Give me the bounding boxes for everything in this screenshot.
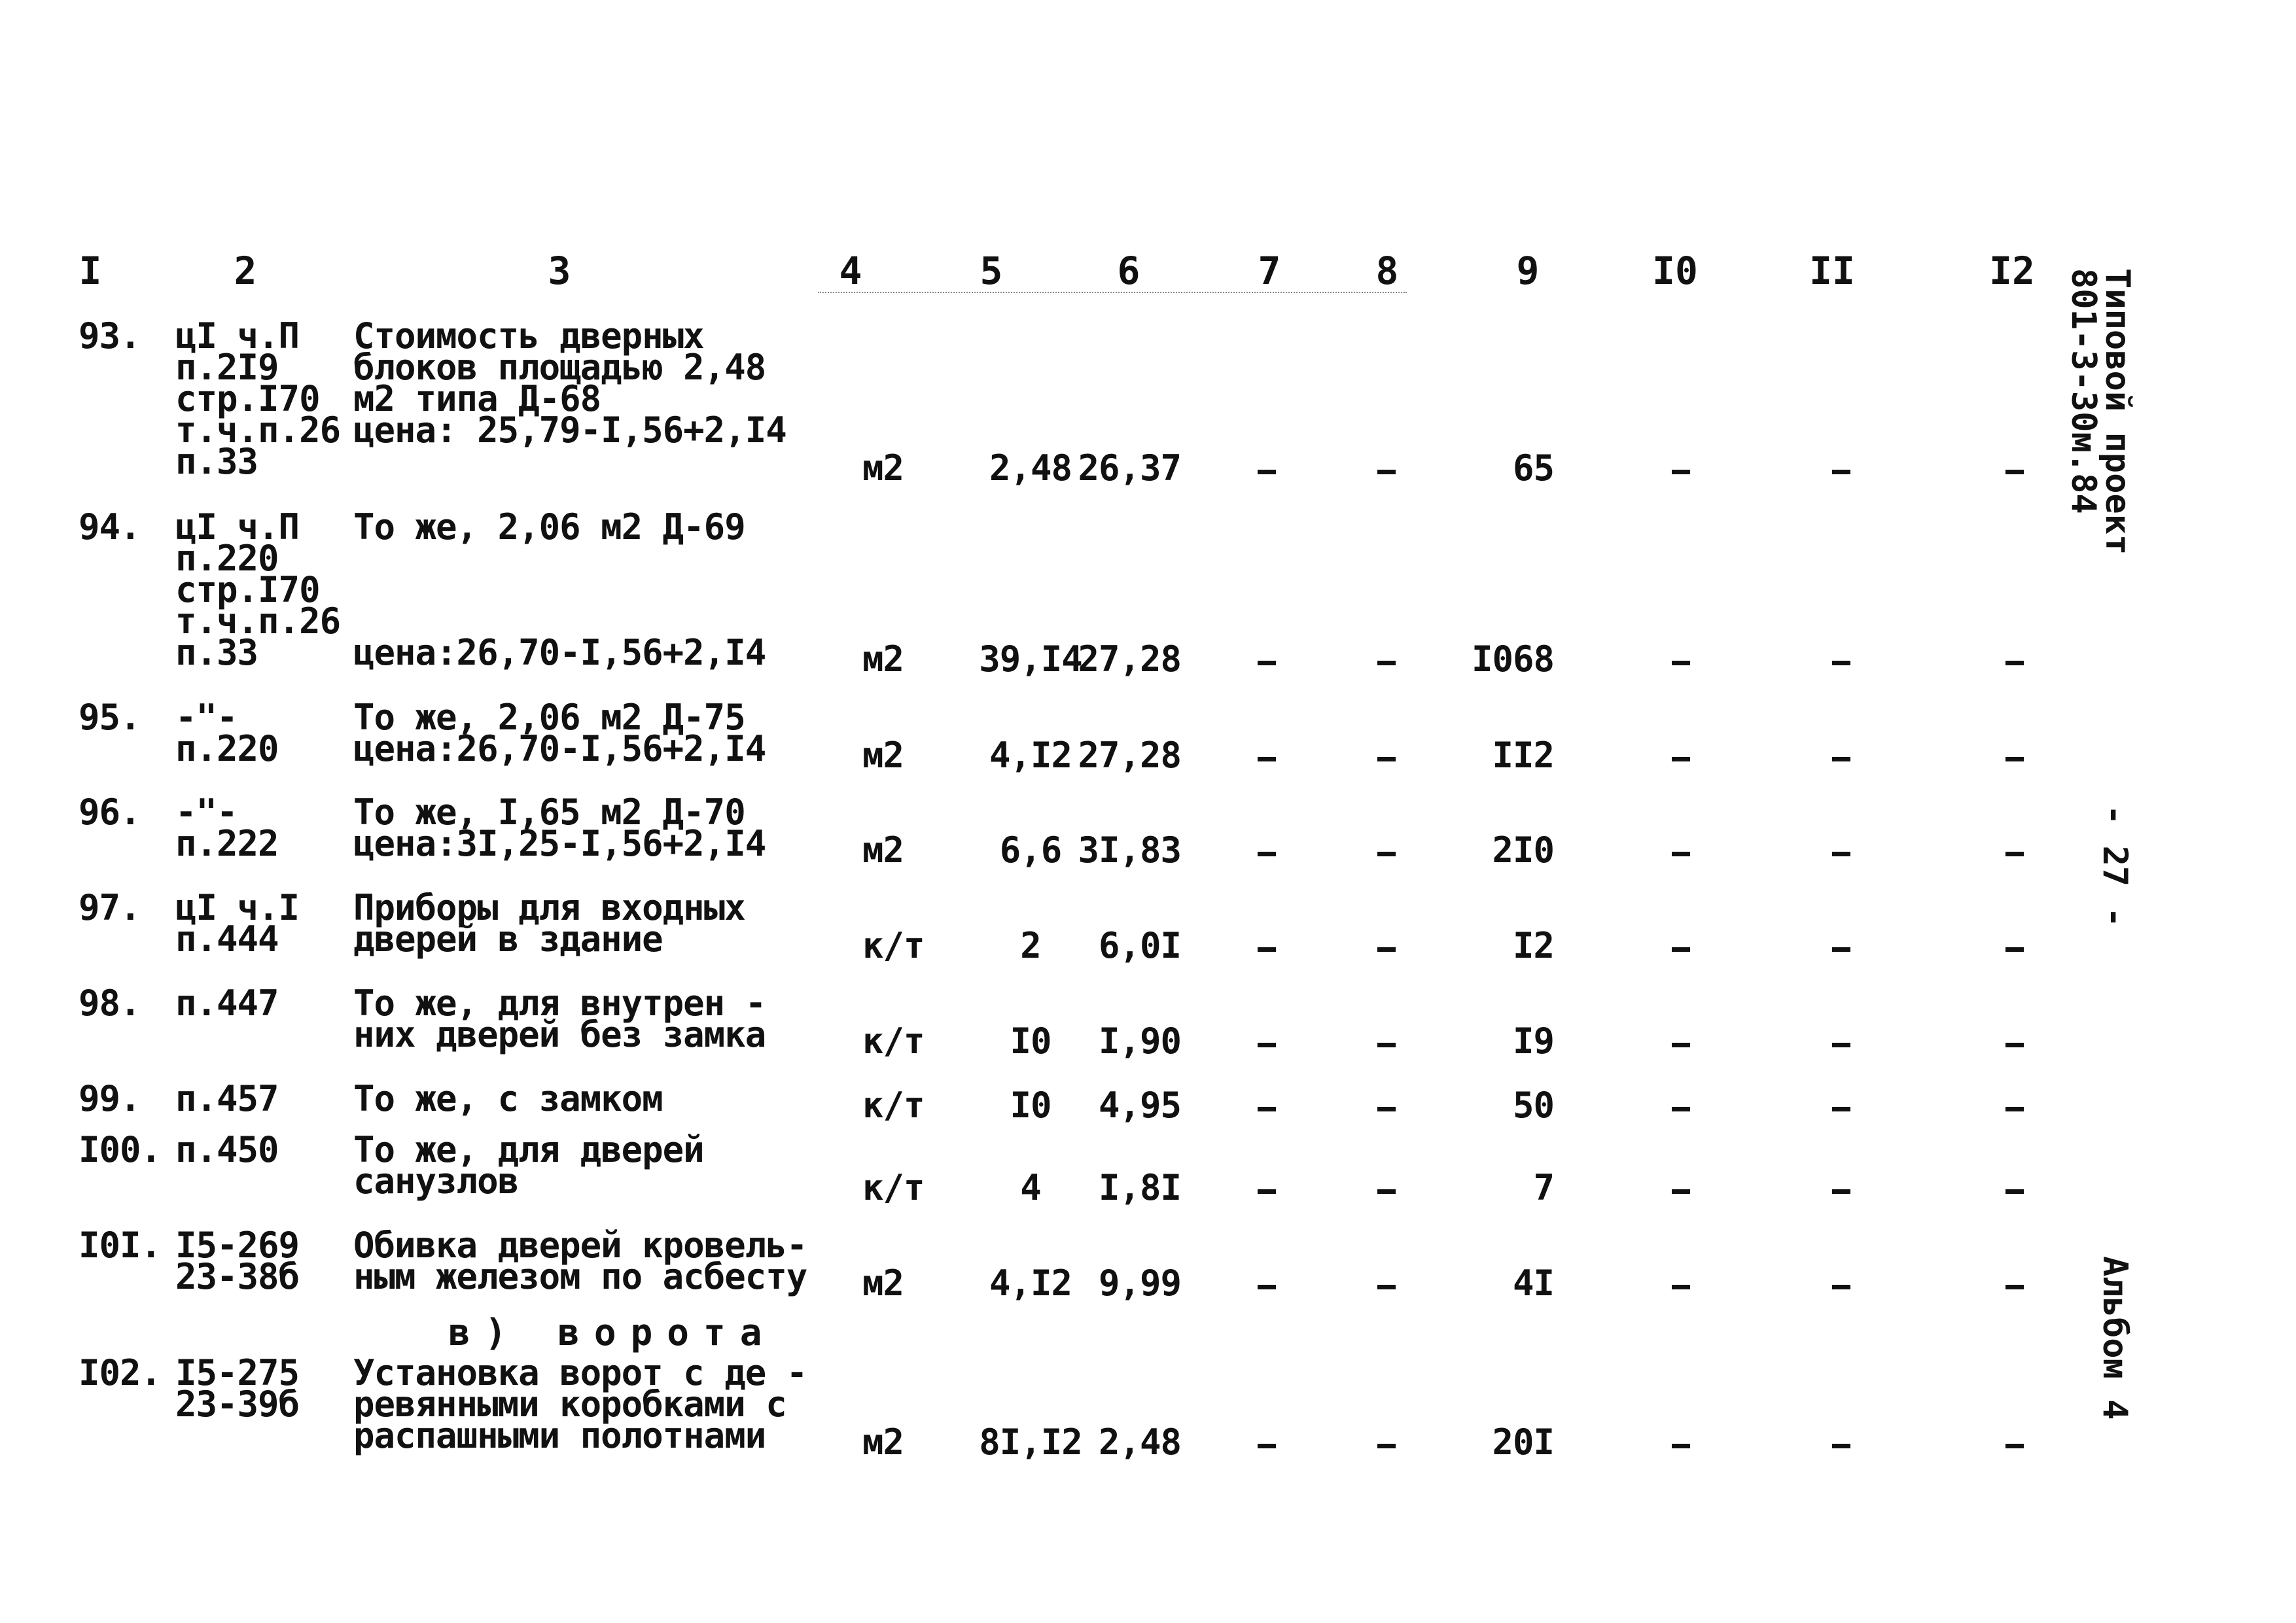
row-number: 99. — [79, 1078, 141, 1119]
row-number: I02. — [79, 1352, 162, 1393]
row-total: 50 — [1512, 1085, 1554, 1126]
empty-value-dash — [2005, 852, 2024, 856]
empty-value-dash — [1672, 757, 1690, 761]
empty-value-dash — [1377, 1043, 1396, 1047]
row-unit: м2 — [862, 638, 904, 680]
project-stamp: Типовой проект 801-3-30м.84 — [2064, 268, 2137, 555]
row-quantity: I0 — [1010, 1021, 1051, 1062]
row-total: 65 — [1512, 447, 1554, 489]
empty-value-dash — [1672, 947, 1690, 952]
empty-value-dash — [1832, 757, 1850, 761]
empty-value-dash — [1258, 852, 1276, 856]
empty-value-dash — [1258, 757, 1276, 761]
row-description: То же, для дверей санузлов — [353, 1129, 704, 1202]
row-reference: цI ч.П п.2I9 стр.I70 т.ч.п.26 п.33 — [175, 315, 341, 482]
row-quantity: 6,6 — [999, 829, 1062, 871]
row-unit-price: 2,48 — [1098, 1422, 1181, 1463]
row-number: I00. — [79, 1129, 162, 1170]
row-unit-price: 27,28 — [1078, 638, 1181, 680]
row-unit: к/т — [862, 1167, 925, 1208]
column-number-8: 8 — [1375, 249, 1399, 293]
row-unit-price: I,8I — [1098, 1167, 1181, 1208]
empty-value-dash — [1832, 947, 1850, 952]
row-description: Стоимость дверных блоков площадью 2,48 м2 типа Д-68 цена: 25,79-I,56+2,I4 — [353, 315, 786, 451]
empty-value-dash — [1258, 1444, 1276, 1448]
empty-value-dash — [1377, 1285, 1396, 1289]
row-quantity: 8I,I2 — [979, 1422, 1082, 1463]
empty-value-dash — [1377, 1107, 1396, 1111]
row-reference: цI ч.I п.444 — [175, 887, 300, 960]
header-rule — [818, 292, 1407, 294]
row-number: I0I. — [79, 1225, 162, 1266]
empty-value-dash — [1377, 1444, 1396, 1448]
empty-value-dash — [1672, 470, 1690, 474]
row-unit-price: 9,99 — [1098, 1263, 1181, 1304]
column-number-3: 3 — [548, 249, 571, 293]
row-description: То же, 2,06 м2 Д-75 цена:26,70-I,56+2,I4 — [353, 697, 766, 769]
empty-value-dash — [1377, 470, 1396, 474]
empty-value-dash — [1258, 1285, 1276, 1289]
row-unit-price: I,90 — [1098, 1021, 1181, 1062]
empty-value-dash — [2005, 1107, 2024, 1111]
empty-value-dash — [1832, 1107, 1850, 1111]
row-reference: -"- п.220 — [175, 697, 279, 769]
empty-value-dash — [1672, 1189, 1690, 1194]
empty-value-dash — [1672, 1107, 1690, 1111]
row-unit-price: 3I,83 — [1078, 829, 1181, 871]
row-total: 2I0 — [1492, 829, 1554, 871]
row-unit-price: 27,28 — [1078, 735, 1181, 776]
row-reference: -"- п.222 — [175, 792, 279, 864]
empty-value-dash — [1832, 661, 1850, 665]
row-unit: к/т — [862, 925, 925, 966]
row-description-price: цена:26,70-I,56+2,I4 — [353, 632, 766, 673]
row-unit: м2 — [862, 735, 904, 776]
empty-value-dash — [1672, 1043, 1690, 1047]
row-description: Установка ворот с де - ревянными коробками с распашными полотнами — [353, 1352, 807, 1456]
column-number-12: I2 — [1989, 249, 2035, 293]
empty-value-dash — [1377, 757, 1396, 761]
column-number-10: I0 — [1652, 249, 1698, 293]
row-unit: м2 — [862, 1422, 904, 1463]
row-quantity: I0 — [1010, 1085, 1051, 1126]
row-reference: п.447 — [175, 983, 279, 1024]
row-quantity: 4,I2 — [989, 1263, 1072, 1304]
row-description: Обивка дверей кровель- ным железом по асбесту — [353, 1225, 807, 1297]
empty-value-dash — [1377, 947, 1396, 952]
empty-value-dash — [1832, 1444, 1850, 1448]
album-label: Альбом 4 — [2095, 1256, 2134, 1420]
row-reference: I5-269 23-38б — [175, 1225, 300, 1297]
row-unit-price: 4,95 — [1098, 1085, 1181, 1126]
row-reference: цI ч.П п.220 стр.I70 т.ч.п.26 п.33 — [175, 506, 341, 673]
empty-value-dash — [1672, 1444, 1690, 1448]
empty-value-dash — [2005, 757, 2024, 761]
column-number-11: II — [1809, 249, 1855, 293]
row-number: 93. — [79, 315, 141, 357]
empty-value-dash — [1832, 1285, 1850, 1289]
row-total: 7 — [1533, 1167, 1554, 1208]
empty-value-dash — [1258, 1107, 1276, 1111]
row-quantity: 39,I4 — [979, 638, 1082, 680]
empty-value-dash — [1672, 661, 1690, 665]
row-number: 96. — [79, 792, 141, 833]
column-number-9: 9 — [1516, 249, 1540, 293]
section-heading-gates: в) ворота — [448, 1312, 777, 1354]
row-number: 95. — [79, 697, 141, 738]
row-unit: м2 — [862, 447, 904, 489]
column-number-7: 7 — [1258, 249, 1281, 293]
empty-value-dash — [1258, 947, 1276, 952]
row-number: 94. — [79, 506, 141, 548]
empty-value-dash — [1377, 661, 1396, 665]
empty-value-dash — [2005, 661, 2024, 665]
row-number: 98. — [79, 983, 141, 1024]
row-description: То же, для внутрен - них дверей без замка — [353, 983, 766, 1055]
empty-value-dash — [1672, 852, 1690, 856]
empty-value-dash — [1377, 1189, 1396, 1194]
row-quantity: 4 — [1020, 1167, 1041, 1208]
row-unit: к/т — [862, 1021, 925, 1062]
row-unit: к/т — [862, 1085, 925, 1126]
empty-value-dash — [2005, 1189, 2024, 1194]
empty-value-dash — [1258, 470, 1276, 474]
column-number-1: I — [79, 249, 102, 293]
row-total: II2 — [1492, 735, 1554, 776]
row-description: То же, I,65 м2 Д-70 цена:3I,25-I,56+2,I4 — [353, 792, 766, 864]
row-total: 20I — [1492, 1422, 1554, 1463]
empty-value-dash — [1258, 661, 1276, 665]
row-quantity: 4,I2 — [989, 735, 1072, 776]
page-number: - 27 - — [2095, 805, 2134, 928]
empty-value-dash — [1258, 1043, 1276, 1047]
empty-value-dash — [1832, 1043, 1850, 1047]
row-total: I9 — [1512, 1021, 1554, 1062]
row-quantity: 2,48 — [989, 447, 1072, 489]
row-total: 4I — [1512, 1263, 1554, 1304]
empty-value-dash — [2005, 470, 2024, 474]
empty-value-dash — [1832, 470, 1850, 474]
column-number-6: 6 — [1117, 249, 1140, 293]
empty-value-dash — [1672, 1285, 1690, 1289]
empty-value-dash — [2005, 1444, 2024, 1448]
empty-value-dash — [2005, 1043, 2024, 1047]
column-number-5: 5 — [980, 249, 1003, 293]
empty-value-dash — [2005, 1285, 2024, 1289]
row-total: I2 — [1512, 925, 1554, 966]
row-reference: п.450 — [175, 1129, 279, 1170]
row-unit-price: 26,37 — [1078, 447, 1181, 489]
row-total: I068 — [1471, 638, 1554, 680]
empty-value-dash — [2005, 947, 2024, 952]
empty-value-dash — [1832, 852, 1850, 856]
empty-value-dash — [1377, 852, 1396, 856]
row-reference: I5-275 23-39б — [175, 1352, 300, 1425]
row-number: 97. — [79, 887, 141, 928]
row-quantity: 2 — [1020, 925, 1041, 966]
row-reference: п.457 — [175, 1078, 279, 1119]
row-description: То же, 2,06 м2 Д-69 — [353, 506, 745, 548]
column-number-2: 2 — [234, 249, 257, 293]
empty-value-dash — [1258, 1189, 1276, 1194]
row-unit: м2 — [862, 1263, 904, 1304]
column-number-4: 4 — [839, 249, 862, 293]
row-unit: м2 — [862, 829, 904, 871]
row-description: То же, с замком — [353, 1078, 663, 1119]
empty-value-dash — [1832, 1189, 1850, 1194]
row-unit-price: 6,0I — [1098, 925, 1181, 966]
row-description: Приборы для входных дверей в здание — [353, 887, 745, 960]
